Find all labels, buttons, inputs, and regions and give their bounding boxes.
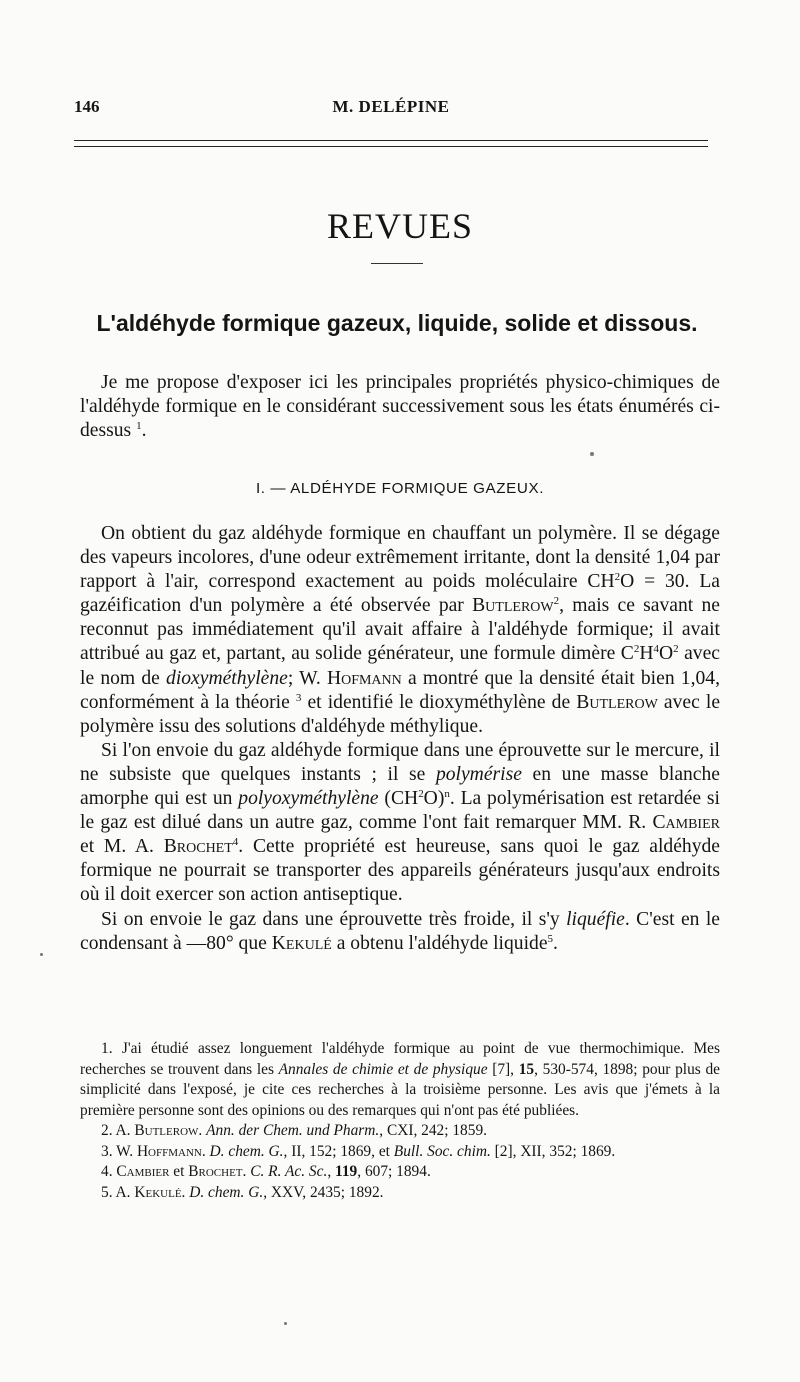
footnote-ref: 1 [136, 420, 142, 433]
footnotes [80, 1039, 720, 1203]
footnote-5: 5. A. Kekulé. D. chem. G., XXV, 2435; 1892. [101, 1183, 384, 1201]
footnote-ref: 5 [547, 932, 554, 945]
page-number: 146 [74, 97, 100, 116]
header-rule-top [74, 140, 708, 141]
running-head: M. DELÉPINE [332, 97, 450, 116]
article-title: L'aldéhyde formique gazeux, liquide, solide et dissous. [96, 310, 698, 336]
footnote-ref: 2 [553, 595, 560, 608]
print-speck [40, 953, 43, 956]
page-header [74, 97, 708, 121]
section-heading: I. — ALDÉHYDE FORMIQUE GAZEUX. [255, 480, 545, 497]
title-divider [371, 263, 423, 264]
footnote-4: 4. Cambier et Brochet. C. R. Ac. Sc., 119, 607; 1894. [101, 1163, 431, 1180]
body-text [80, 522, 720, 956]
paragraph-gas-properties: On obtient du gaz aldéhyde formique en chauffant un polymère. Il se dégage des vapeurs incolores, d'une odeur extrêmement irritante, dont la densité 1,04 par rapport à l'air, correspond exactement au poids moléculaire $CH^2O = 30$. La gazéification d'un polymère a été observée par Butlerow$^2$, mais ce savant ne reconnut pas immédiatement qu'il avait affaire à l'aldéhyde formique; il avait attribué au gaz et, partant, au solide générateur, une formule dimère $C^2H^4O^2$ avec le nom de dioxyméthylène; W. Hofmann a montré que la densité était bien 1,04, conformément à la théorie $^3$ et identifié le dioxyméthylène de Butlerow avec le polymère issu des solutions d'aldéhyde méthylique. [80, 523, 721, 737]
footnote-3: 3. W. Hoffmann. D. chem. G., II, 152; 1869, et Bull. Soc. chim. [2], XII, 352; 1869. [101, 1142, 616, 1160]
footnote-1: 1. J'ai étudié assez longuement l'aldéhyde formique au point de vue thermochimique. Mes recherches se trouvent dans les Annales de chimie et de physique [7], 15, 530-574, 1898; pour plus de simplicité dans l'exposé, je cite ces recherches à la troisième personne. Les avis que j'émets à la première personne sont des opinions ou des remarques qui n'ont pas été publiées. [80, 1040, 720, 1119]
paragraph-liquefaction: Si on envoie le gaz dans une éprouvette très froide, il s'y liquéfie. C'est en le condensant à —80° que Kekulé a obtenu l'aldéhyde liquide$^5$. [80, 908, 720, 954]
page-title: REVUES [326, 206, 473, 246]
footnote-ref: 3 [295, 691, 302, 704]
footnote-ref: 4 [232, 836, 239, 849]
print-speck [284, 1322, 287, 1325]
header-rule-bottom [74, 146, 708, 147]
footnote-2: 2. A. Butlerow. Ann. der Chem. und Pharm., CXI, 242; 1859. [101, 1122, 487, 1139]
print-speck [590, 452, 594, 456]
intro-paragraph: Je me propose d'exposer ici les principales propriétés physico-chimiques de l'aldéhyde formique en le considérant successivement sous les états énumérés ci-dessus $^1$. [80, 372, 720, 442]
paragraph-polymerisation: Si l'on envoie du gaz aldéhyde formique dans une éprouvette sur le mercure, il ne subsiste que quelques instants ; il se polymérise en une masse blanche amorphe qui est un polyoxyméthylène $(CH^2O)^n$. La polymérisation est retardée si le gaz est dilué dans un autre gaz, comme l'ont fait remarquer MM. R. Cambier et M. A. Brochet$^4$. Cette propriété est heureuse, sans quoi le gaz aldéhyde formique ne pourrait se transporter des appareils générateurs jusqu'aux endroits où il doit exercer son action antiseptique. [80, 739, 720, 906]
